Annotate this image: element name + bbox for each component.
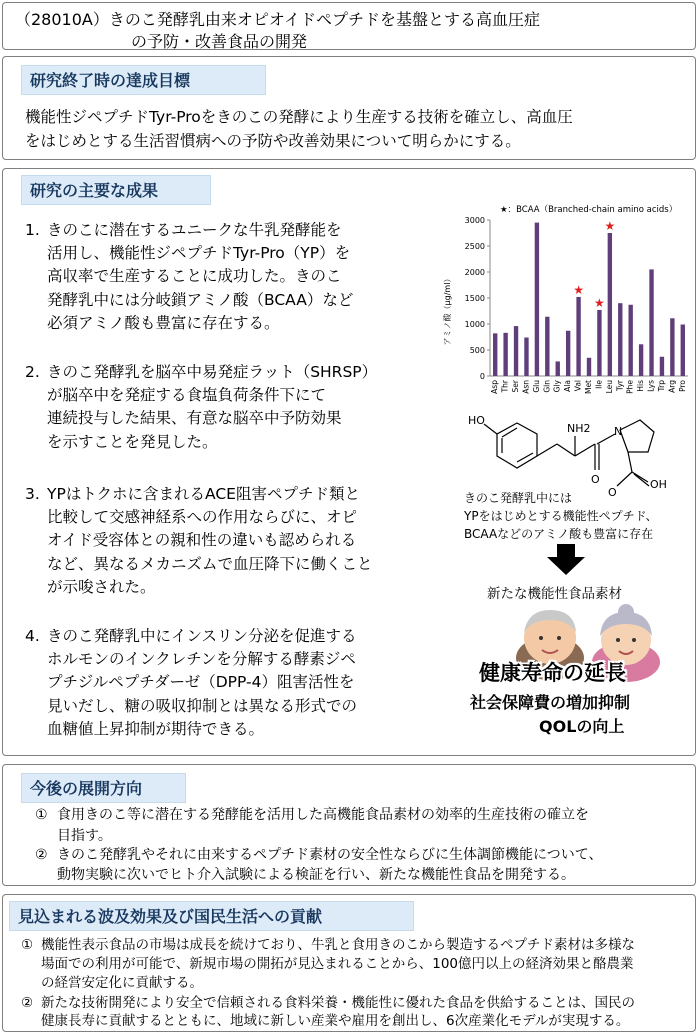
bar-phe xyxy=(628,305,632,376)
title-box xyxy=(2,2,696,50)
x-tick-label: Met xyxy=(584,380,593,395)
x-tick-label: Phe xyxy=(625,380,635,394)
future-heading: 今後の展開方向 xyxy=(21,773,186,803)
impact-item-2-number: ② xyxy=(21,995,34,1011)
x-tick-label: Ser xyxy=(511,380,521,393)
bcaa-star-icon: ★ xyxy=(604,219,616,233)
x-tick-label: Ala xyxy=(563,380,573,392)
y-tick-label: 3000 xyxy=(464,216,485,225)
bar-glu xyxy=(535,223,539,376)
molecule-caption-1: きのこ発酵乳中には xyxy=(464,491,573,505)
x-tick-label: Gly xyxy=(552,380,562,393)
bar-pro xyxy=(681,325,685,376)
result-item-text: 活用し、機能性ジペプチドTyr-Pro（YP）を xyxy=(47,244,351,263)
result-item-4 xyxy=(25,625,435,741)
x-tick-label: Tyr xyxy=(615,380,625,391)
result-item-text: プチジルペプチダーゼ（DPP-4）阻害活性を xyxy=(47,673,355,692)
x-tick-label: Lys xyxy=(646,380,656,392)
x-tick-label: Trp xyxy=(656,380,666,392)
future-item-2-line-2: 動物実験に次いでヒト介入試験による検証を行い、新たな機能性食品を開発する。 xyxy=(57,867,575,883)
molecule-caption-2: YPをはじめとする機能性ペプチド、 xyxy=(464,509,658,523)
goal-text-line-2: をはじめとする生活習慣病への予防や改善効果について明らかにする。 xyxy=(25,132,521,150)
x-tick-label: Thr xyxy=(500,380,510,393)
result-item-1 xyxy=(25,219,435,335)
atom-o-carbonyl: O xyxy=(591,473,600,486)
bar-val xyxy=(576,297,580,376)
y-tick-label: 2500 xyxy=(464,242,485,251)
bcaa-star-icon: ★ xyxy=(594,295,605,310)
atom-ho: HO xyxy=(468,414,485,427)
bar-arg xyxy=(670,318,674,376)
result-item-text: きのこ発酵乳を脳卒中易発症ラット（SHRSP） xyxy=(47,363,378,381)
bar-tyr xyxy=(618,303,622,376)
bar-his xyxy=(639,344,643,376)
x-tick-label: Asn xyxy=(521,380,531,394)
x-tick-label: His xyxy=(636,380,646,392)
result-item-text: 血糖値上昇抑制が期待できる。 xyxy=(47,719,265,738)
bar-lys xyxy=(649,269,653,376)
down-arrow-icon xyxy=(546,544,586,576)
impact-item-1-line-2: 場面での利用が可能で、新規市場の開拓が見込まれることから、100億円以上の経済効果と酪農業 xyxy=(41,956,634,972)
x-tick-label: Pro xyxy=(677,380,687,392)
result-item-text: を示すことを発見した。 xyxy=(47,432,218,451)
x-tick-label: Arg xyxy=(667,380,677,393)
results-heading: 研究の主要な成果 xyxy=(21,175,211,205)
result-item-number: 3. xyxy=(25,485,40,503)
y-tick-label: 1500 xyxy=(464,294,485,303)
bar-gln xyxy=(545,317,549,376)
bar-gly xyxy=(556,361,560,376)
title-line-1: （28010A）きのこ発酵乳由来オピオイドペプチドを基盤とする高血圧症 xyxy=(15,10,541,29)
impact-section xyxy=(2,894,696,1032)
future-item-1-line-2: 目指す。 xyxy=(57,828,112,844)
impact-item-2-line-1: 新たな技術開発により安全で信頼される食料栄養・機能性に優れた食品を供給することは、国民の xyxy=(41,995,635,1011)
amino-acid-chart xyxy=(443,200,694,398)
result-item-text: きのこ発酵乳中にインスリン分泌を促進する xyxy=(47,627,357,645)
result-item-number: 1. xyxy=(25,221,40,239)
result-item-text: 必須アミノ酸も豊富に存在する。 xyxy=(47,313,280,332)
goal-text-line-1: 機能性ジペプチドTyr-Proをきのこの発酵により生産する技術を確立し、高血圧 xyxy=(25,108,573,126)
title-line-2: の予防・改善食品の開発 xyxy=(131,32,308,51)
atom-o-acid: O xyxy=(608,486,617,499)
impact-item-1-number: ① xyxy=(21,937,34,953)
bar-asp xyxy=(493,333,497,376)
result-item-3 xyxy=(25,483,435,599)
result-item-text: が示唆された。 xyxy=(47,577,156,596)
impact-item-2-line-2: 健康長寿に貢献するとともに、地域に新しい産業や雇用を創出し、6次産業化モデルが実現する。 xyxy=(41,1013,630,1029)
chart-legend: ★：BCAA（Branched-chain amino acids） xyxy=(500,205,678,215)
result-item-text: など、異なるメカニズムで血圧降下に働くこと xyxy=(47,554,373,573)
future-item-1-number: ① xyxy=(35,807,48,823)
x-tick-label: Ile xyxy=(594,380,604,389)
x-tick-label: Leu xyxy=(604,380,614,394)
y-tick-label: 500 xyxy=(469,346,485,355)
result-item-number: 4. xyxy=(25,627,40,645)
result-item-2 xyxy=(25,361,435,454)
x-tick-label: Gln xyxy=(542,380,552,393)
bar-ala xyxy=(566,331,570,376)
bar-leu xyxy=(608,233,612,376)
result-item-text: 高収率で生産することに成功した。きのこ xyxy=(47,267,342,286)
future-item-2-line-1: きのこ発酵乳やそれに由来するペプチド素材の安全性ならびに生体調節機能について、 xyxy=(57,847,603,863)
result-item-text: きのこに潜在するユニークな牛乳発酵能を xyxy=(47,221,342,239)
y-tick-label: 0 xyxy=(479,372,485,381)
result-item-text: が脳卒中を発症する食塩負荷条件下にて xyxy=(47,386,327,405)
impact-item-1-line-3: の経営安定化に貢献する。 xyxy=(41,975,203,991)
molecule-caption-3: BCAAなどのアミノ酸も豊富に存在 xyxy=(464,527,654,541)
x-tick-label: Asp xyxy=(490,380,500,394)
result-item-text: 見いだし、糖の吸収抑制とは異なる形式での xyxy=(47,696,358,715)
goal-section xyxy=(2,56,696,160)
social-security-text: 社会保障費の増加抑制 xyxy=(470,693,631,712)
bcaa-star-icon: ★ xyxy=(573,282,584,297)
bar-ser xyxy=(514,326,518,376)
future-item-2-number: ② xyxy=(35,847,48,863)
result-item-text: YPはトクホに含まれるACE阻害ペプチド類と xyxy=(47,485,360,503)
atom-nh2: NH2 xyxy=(567,422,591,435)
impact-item-1-line-1: 機能性表示食品の市場は成長を続けており、牛乳と食用きのこから製造するペプチド素材は多様な xyxy=(41,937,635,953)
qol-text: QOLの向上 xyxy=(539,717,625,736)
goal-heading: 研究終了時の達成目標 xyxy=(21,65,266,95)
impact-heading: 見込まれる波及効果及び国民生活への貢献 xyxy=(9,901,414,931)
x-tick-label: Val xyxy=(573,380,583,392)
future-item-1-line-1: 食用きのこ等に潜在する発酵能を活用した高機能食品素材の効率的生産技術の確立を xyxy=(57,807,589,823)
bar-met xyxy=(587,358,591,376)
new-material-label: 新たな機能性食品素材 xyxy=(487,586,622,602)
result-item-text: オイド受容体との親和性の違いも認められる xyxy=(47,531,357,550)
y-tick-label: 1000 xyxy=(464,320,485,329)
result-item-text: 連続投与した結果、有意な脳卒中予防効果 xyxy=(47,409,342,428)
atom-oh: OH xyxy=(650,478,667,491)
tyr-pro-structure xyxy=(462,398,692,498)
x-tick-label: Glu xyxy=(531,380,541,393)
y-axis-label: アミノ酸（μg/ml） xyxy=(443,274,452,346)
result-item-text: ホルモンのインクレチンを分解する酵素ジペ xyxy=(47,650,356,669)
y-tick-label: 2000 xyxy=(464,268,485,277)
result-item-text: 比較して交感神経系への作用ならびに、オピ xyxy=(47,508,358,527)
healthy-lifespan-text: 健康寿命の延長 xyxy=(479,661,626,685)
result-item-text: 発酵乳中には分岐鎖アミノ酸（BCAA）など xyxy=(47,290,354,309)
bar-thr xyxy=(503,333,507,376)
bar-ile xyxy=(597,310,601,376)
bar-trp xyxy=(660,357,664,376)
result-item-number: 2. xyxy=(25,363,40,381)
atom-n: N xyxy=(614,425,623,438)
bar-asn xyxy=(524,338,528,376)
future-section xyxy=(2,764,696,886)
